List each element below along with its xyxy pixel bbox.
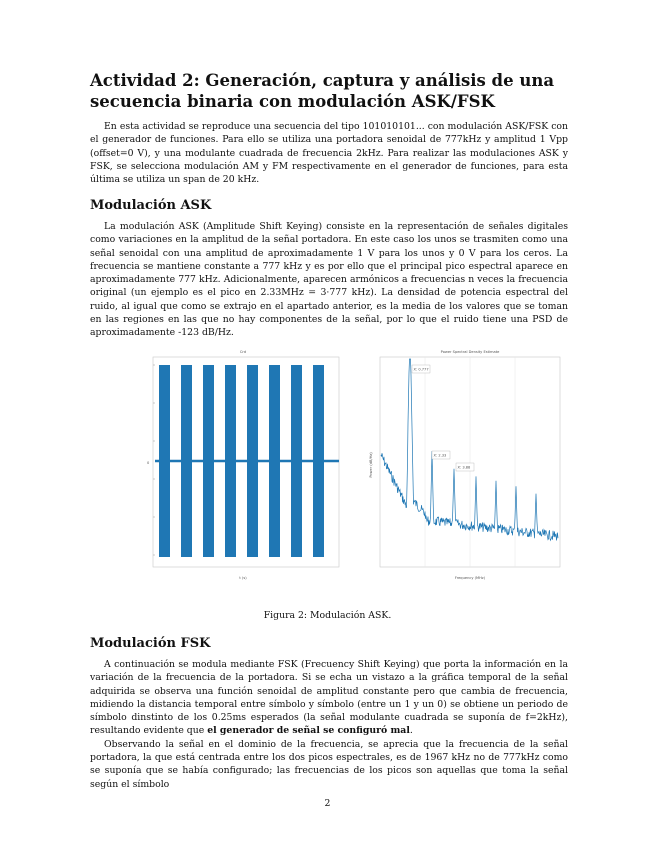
right-plot-ylabel: Power (dB/Hz)	[369, 452, 373, 478]
ask-burst	[203, 365, 214, 557]
ask-burst	[247, 365, 258, 557]
right-plot-title: Power Spectral Density Estimate	[440, 350, 500, 354]
psd-annotation-label: X: 2.33	[433, 453, 447, 458]
left-plot-xlabel: t (s)	[239, 576, 247, 580]
psd-annotation-label: X: 3.88	[457, 465, 471, 470]
fsk-heading: Modulación FSK	[90, 636, 211, 651]
psd-annotation	[412, 365, 430, 373]
psd-annotation	[432, 451, 450, 459]
fsk-paragraphs	[90, 658, 568, 791]
fsk-paragraph-1	[90, 658, 568, 738]
fsk-p1-bold: el generador de señal se configuró mal	[207, 725, 410, 737]
ask-psd-plot	[366, 345, 566, 585]
left-plot-title: Crd	[239, 350, 247, 354]
section-title: Actividad 2: Generación, captura y análisis de una secuencia binaria con modulación ASK/FSK	[90, 71, 555, 111]
left-plot-zero-label: 0	[147, 461, 150, 465]
page-number: 2	[324, 798, 331, 809]
psd-annotation	[456, 463, 474, 471]
ask-paragraph	[90, 220, 568, 340]
ask-text: La modulación ASK (Amplitude Shift Keying) consiste en la representación de señales digitales como variaciones en la amplitud de la señal portadora. En este caso los unos se trasmiten como una señal senoidal con una amplitud de aproximadamente 1 V para los unos y 0 V para los ceros. La frecuencia se mantiene constante a 777 kHz y es por ello que el principal pico espectral aparece en aproximadamente 777 kHz. Adicionalmente, aparecen armónicos a frecuencias n veces la frecuencia original (un ejemplo es el pico en 2.33MHz = 3·777 kHz). La densidad de potencia espectral del ruido, al igual que como se extrajo en el apartado anterior, es la media de los valores que se toman en las regiones en las que no hay componentes de la señal, por lo que el ruido tiene una PSD de aproximadamente -123 dB/Hz.	[90, 221, 568, 339]
ask-heading: Modulación ASK	[90, 198, 212, 213]
ask-burst	[269, 365, 280, 557]
intro-paragraph	[90, 120, 568, 186]
right-plot-xlabel: Frequency (MHz)	[454, 576, 486, 580]
figure-caption: Figura 2: Modulación ASK.	[263, 610, 392, 621]
ask-burst	[291, 365, 302, 557]
ask-burst	[159, 365, 170, 557]
fsk-p1-end: .	[409, 725, 413, 737]
ask-burst	[225, 365, 236, 557]
psd-annotation-label: X: 0.777	[413, 367, 429, 372]
ask-burst	[181, 365, 192, 557]
fsk-p1-text: A continuación se modula mediante FSK (Frecuency Shift Keying) que porta la información en la variación de la frecuencia de la portadora. Si se echa un vistazo a la gráfica temporal de la señal adquirida se observa una función senoidal de amplitud constante pero que cambia de frecuencia, midiendo la distancia temporal entre símbolo y símbolo (entre un 1 y un 0) se obtiene un periodo de símbolo dinstinto de los 0.25ms esperados (la señal modulante cuadrada se suponía de f=2kHz), resultando evidente que	[90, 659, 568, 737]
intro-text: En esta actividad se reproduce una secuencia del tipo 101010101... con modulación ASK/FSK con el generador de funciones. Para ello se utiliza una portadora senoidal de 777kHz y amplitud 1 Vpp (offset=0 V), y una modulante cuadrada de frecuencia 2kHz. Para realizar las modulaciones ASK y FSK, se selecciona modulación AM y FM respectivamente en el generador de funciones, para esta última se utiliza un span de 20 kHz.	[90, 121, 568, 186]
ask-time-plot	[143, 345, 345, 585]
fsk-paragraph-2: Observando la señal en el dominio de la frecuencia, se aprecia que la frecuencia de la señal portadora, la que está centrada entre los dos picos espectrales, es de 1967 kHz no de 777kHz como se suponía que se había configurado; las frecuencias de los picos son aquellas que toma la señal según el símbolo	[90, 738, 568, 790]
ask-burst	[313, 365, 324, 557]
